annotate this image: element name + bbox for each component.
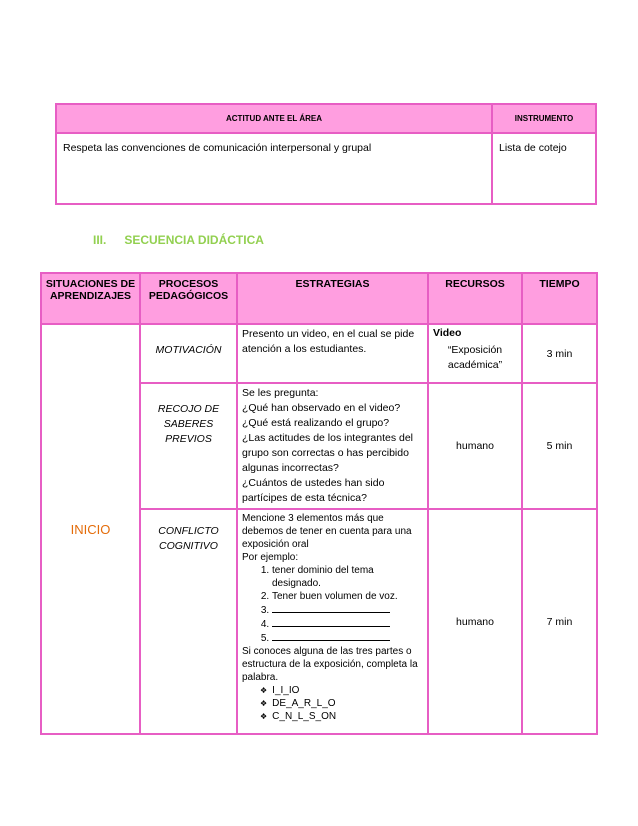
numbered-list bbox=[242, 564, 423, 645]
strategy-prior-knowledge bbox=[237, 383, 428, 509]
strategy-intro: Mencione 3 elementos más que debemos de tener en cuenta para una exposición oral bbox=[242, 513, 412, 550]
bullet-item: ❖ I_I_IO bbox=[260, 684, 423, 697]
strategy-line: ¿Cuántos de ustedes han sido partícipes de esta técnica? bbox=[242, 477, 385, 504]
time-prior-knowledge: 5 min bbox=[522, 383, 597, 509]
section-title: SECUENCIA DIDÁCTICA bbox=[124, 233, 264, 247]
header-situations: SITUACIONES DE APRENDIZAJES bbox=[41, 273, 140, 324]
header-strategies: ESTRATEGIAS bbox=[237, 273, 428, 324]
resource-motivation bbox=[428, 324, 522, 383]
blank-item bbox=[272, 603, 423, 617]
strategy-line: ¿Qué han observado en el video? bbox=[242, 402, 401, 414]
numbered-item: 1. tener dominio del tema designado. bbox=[272, 564, 423, 590]
blank-item bbox=[272, 631, 423, 645]
attitude-cell: Respeta las convenciones de comunicación interpersonal y grupal bbox=[56, 133, 492, 204]
blank-line bbox=[272, 631, 390, 641]
instrument-header: INSTRUMENTO bbox=[492, 104, 596, 133]
section-number: III. bbox=[93, 233, 107, 247]
strategy-prompt: Si conoces alguna de las tres partes o estructura de la exposición, completa la palabra. bbox=[242, 646, 418, 683]
resource-video-title: “Exposición académica” bbox=[447, 344, 503, 371]
numbered-item: 2. Tener buen volumen de voz. bbox=[272, 590, 423, 603]
strategy-example-label: Por ejemplo: bbox=[242, 552, 299, 563]
bullet-item: ❖ DE_A_R_L_O bbox=[260, 697, 423, 710]
blank-item bbox=[272, 617, 423, 631]
strategy-line: ¿Las actitudes de los integrantes del grupo son correctas o has percibido algunas incorrectas? bbox=[242, 432, 414, 474]
header-processes: PROCESOS PEDAGÓGICOS bbox=[140, 273, 237, 324]
strategy-motivation: Presento un video, en el cual se pide atención a los estudiantes. bbox=[237, 324, 428, 383]
blank-line bbox=[272, 617, 390, 627]
attitude-table bbox=[55, 103, 597, 205]
bullet-list bbox=[242, 684, 423, 723]
strategy-line: Se les pregunta: bbox=[242, 387, 319, 399]
time-cognitive-conflict: 7 min bbox=[522, 509, 597, 734]
resource-cognitive-conflict: humano bbox=[428, 509, 522, 734]
bullet-item: ❖ C_N_L_S_ON bbox=[260, 710, 423, 723]
process-motivation: MOTIVACIÓN bbox=[140, 324, 237, 383]
process-cognitive-conflict: CONFLICTO COGNITIVO bbox=[140, 509, 237, 734]
time-motivation: 3 min bbox=[522, 324, 597, 383]
resource-video-label: Video bbox=[433, 327, 462, 339]
header-time: TIEMPO bbox=[522, 273, 597, 324]
instrument-cell: Lista de cotejo bbox=[492, 133, 596, 204]
strategy-cognitive-conflict bbox=[237, 509, 428, 734]
section-heading bbox=[93, 233, 264, 247]
blank-line bbox=[272, 603, 390, 613]
strategy-line: ¿Qué está realizando el grupo? bbox=[242, 417, 390, 429]
attitude-header: ACTITUD ANTE EL ÁREA bbox=[56, 104, 492, 133]
header-resources: RECURSOS bbox=[428, 273, 522, 324]
process-prior-knowledge: RECOJO DE SABERES PREVIOS bbox=[140, 383, 237, 509]
didactic-sequence-table bbox=[40, 272, 598, 735]
situation-cell: INICIO bbox=[41, 324, 140, 734]
resource-prior-knowledge: humano bbox=[428, 383, 522, 509]
